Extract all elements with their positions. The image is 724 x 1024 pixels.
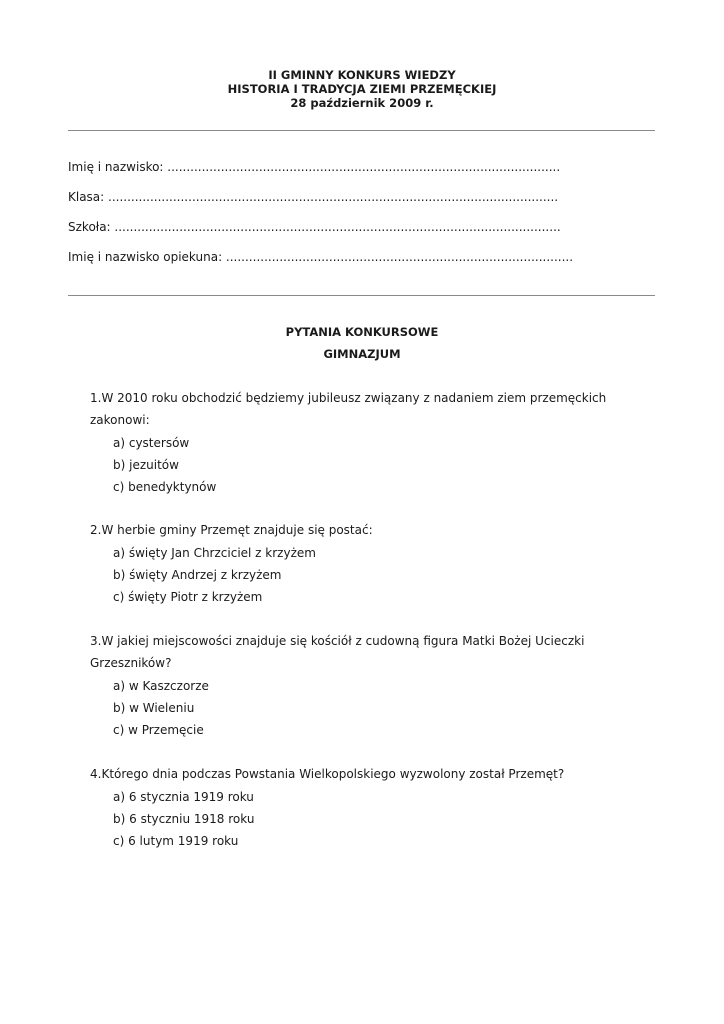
- question-2-text: 2.W herbie gminy Przemęt znajduje się postać:: [90, 523, 373, 537]
- question-2-option-c: c) święty Piotr z krzyżem: [113, 590, 263, 604]
- question-1-text: 1.W 2010 roku obchodzić będziemy jubileusz związany z nadaniem ziem przemęckich zakonowi:: [90, 391, 607, 427]
- header-subtitle: HISTORIA I TRADYCJA ZIEMI PRZEMĘCKIEJ: [227, 82, 497, 96]
- question-4-option-a: a) 6 stycznia 1919 roku: [113, 790, 254, 804]
- question-4-option-c: c) 6 lutym 1919 roku: [113, 834, 239, 848]
- question-3-option-a: a) w Kaszczorze: [113, 679, 209, 693]
- header-title: II GMINNY KONKURS WIEDZY: [268, 68, 456, 82]
- section-title: PYTANIA KONKURSOWE: [285, 325, 439, 339]
- question-3-text: 3.W jakiej miejscowości znajduje się kościół z cudowną figura Matki Bożej Ucieczki Grzeszników?: [90, 634, 585, 670]
- document-header: [0, 68, 724, 110]
- question-2-option-a: a) święty Jan Chrzciciel z krzyżem: [113, 546, 316, 560]
- school-field: Szkoła: .....................................................................................................................: [68, 220, 561, 234]
- class-field: Klasa: ......................................................................................................................: [68, 190, 559, 204]
- question-3-option-b: b) w Wieleniu: [113, 701, 195, 715]
- section-subtitle: GIMNAZJUM: [323, 347, 401, 361]
- question-1-option-c: c) benedyktynów: [113, 480, 217, 494]
- question-3-option-c: c) w Przemęcie: [113, 723, 204, 737]
- top-divider: [68, 130, 655, 131]
- name-field: Imię i nazwisko: .......................................................................................................: [68, 160, 561, 174]
- bottom-divider: [68, 295, 655, 296]
- question-1-option-a: a) cystersów: [113, 436, 190, 450]
- question-4-text: 4.Którego dnia podczas Powstania Wielkopolskiego wyzwolony został Przemęt?: [90, 767, 565, 781]
- guardian-field: Imię i nazwisko opiekuna: ...........................................................................................: [68, 250, 574, 264]
- question-1-option-b: b) jezuitów: [113, 458, 179, 472]
- question-4-option-b: b) 6 styczniu 1918 roku: [113, 812, 255, 826]
- header-date: 28 październik 2009 r.: [290, 96, 434, 110]
- question-2-option-b: b) święty Andrzej z krzyżem: [113, 568, 282, 582]
